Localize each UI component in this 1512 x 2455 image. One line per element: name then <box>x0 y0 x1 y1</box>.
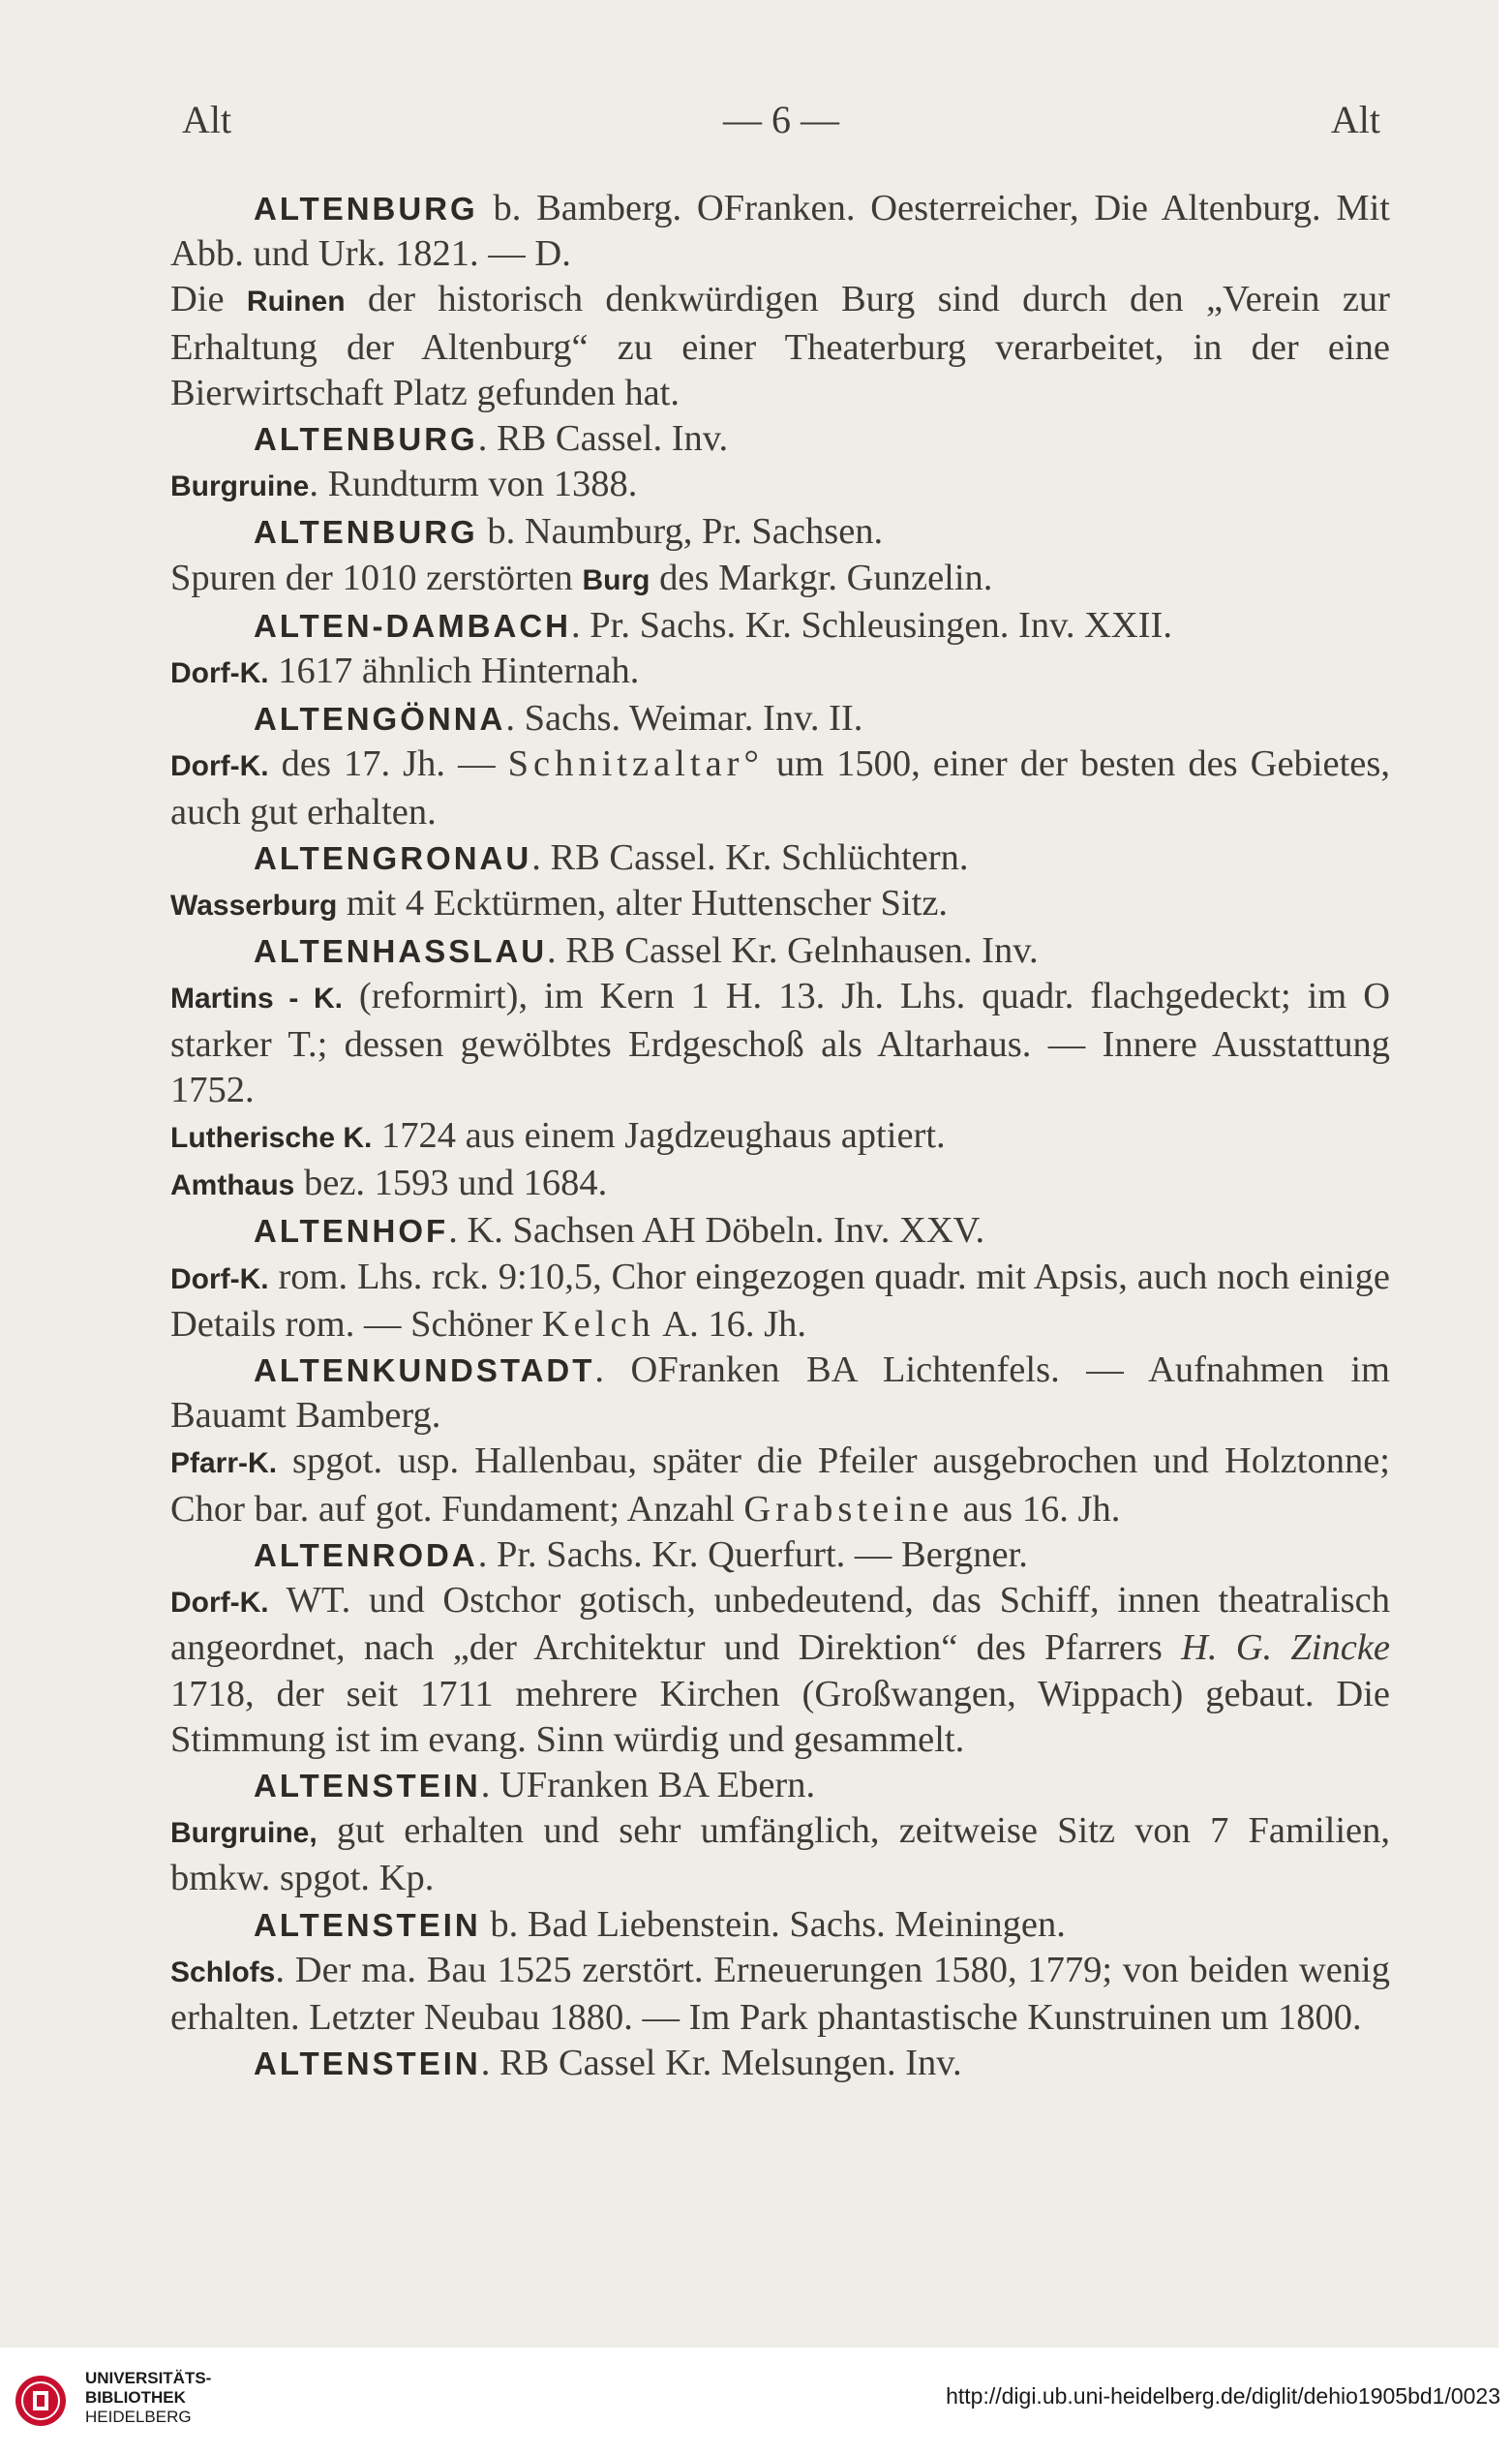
entry-lead-term: Dorf-K. <box>170 657 269 690</box>
running-header <box>182 97 1380 155</box>
entry-location: . Pr. Sachs. Kr. Querfurt. — Bergner. <box>477 1533 1028 1575</box>
entry-text: 1724 aus einem Jagdzeughaus aptiert. <box>372 1115 946 1157</box>
header-left-keyword: Alt <box>182 98 232 141</box>
entry-description <box>170 1578 1390 1763</box>
entry-text: 1718, der seit 1711 mehrere Kirchen (Großwangen, Wippach) gebaut. Die Stimmung ist im evang. Sinn würdig und gesammelt. <box>170 1673 1390 1760</box>
entry-lead-term: Wasserburg <box>170 890 338 923</box>
entry-text: . Der ma. Bau 1525 zerstört. Erneuerungen 1580, 1779; von beiden wenig erhalten. Letzter Neubau 1880. — Im Park phantastische Kunstruinen um 1800. <box>170 1949 1390 2038</box>
entry-location: b. Bad Liebenstein. Sachs. Meiningen. <box>480 1903 1066 1945</box>
gazetteer-entry <box>170 1902 1390 2042</box>
entry-description <box>170 462 1390 509</box>
entry-location: . RB Cassel Kr. Melsungen. Inv. <box>480 2043 962 2084</box>
entry-location: . Sachs. Weimar. Inv. II. <box>505 698 863 740</box>
spaced-term: Grabsteine <box>743 1488 954 1530</box>
entry-lead-term: Dorf-K. <box>170 1262 269 1295</box>
entry-lead-term: Burgruine, <box>170 1817 318 1850</box>
entry-location: . Pr. Sachs. Kr. Schleusingen. Inv. XXII. <box>571 604 1172 646</box>
entry-lead-term: Dorf-K. <box>170 1587 269 1620</box>
entry-text: des Markgr. Gunzelin. <box>650 557 993 598</box>
page-number: — 6 — <box>723 98 839 141</box>
entry-text: aus 16. Jh. <box>953 1488 1121 1530</box>
gazetteer-entry <box>170 509 1390 602</box>
entry-lead-term: Lutherische K. <box>170 1122 373 1155</box>
entry-text: bez. 1593 und 1684. <box>294 1163 608 1204</box>
university-seal-icon <box>14 2374 68 2428</box>
entry-lead-term: Pfarr-K. <box>170 1447 278 1480</box>
entry-lead-term: Burg <box>582 563 650 596</box>
gazetteer-entry <box>170 928 1390 1208</box>
entry-text: gut erhalten und sehr umfänglich, zeitweise Sitz von 7 Familien, bmkw. spgot. Kp. <box>170 1810 1390 1899</box>
logo-line-2: BIBLIOTHEK <box>85 2388 186 2407</box>
gazetteer-entry <box>170 603 1390 696</box>
gazetteer-entry <box>170 416 1390 509</box>
entry-text: der historisch denkwürdigen Burg sind durch den „Verein zur Erhaltung der Altenburg“ zu einer Theaterburg verarbeitet, in der eine Bierwirtschaft Platz gefunden hat. <box>170 279 1390 413</box>
entry-text: 1617 ähnlich Hinternah. <box>268 651 640 692</box>
entry-description <box>170 649 1390 696</box>
logo-line-3: HEIDELBERG <box>85 2408 192 2426</box>
entry-location: . RB Cassel Kr. Gelnhausen. Inv. <box>547 930 1039 972</box>
entry-heading: ALTENSTEIN <box>254 1906 481 1943</box>
entry-text: Die <box>170 279 247 320</box>
entry-description <box>170 742 1390 834</box>
entry-heading: ALTENKUNDSTADT <box>254 1352 595 1389</box>
entry-heading: ALTENSTEIN <box>254 2046 481 2082</box>
entry-location: b. Naumburg, Pr. Sachsen. <box>477 511 884 553</box>
entry-location: b. Bamberg. OFranken. Oesterreicher, Die Altenburg. Mit Abb. und Urk. 1821. — D. <box>170 188 1390 275</box>
spaced-term: Schnitzaltar° <box>507 743 764 785</box>
entry-description <box>170 1439 1390 1531</box>
italic-name: H. G. Zincke <box>1181 1627 1390 1669</box>
entry-text: um 1500, einer der besten des Gebietes, auch gut erhalten. <box>170 743 1391 833</box>
entry-heading: ALTENRODA <box>254 1536 478 1573</box>
entry-description <box>170 277 1390 416</box>
entry-location: . RB Cassel. Kr. Schlüchtern. <box>531 836 969 878</box>
entry-lead-term: Dorf-K. <box>170 750 269 783</box>
entry-location: . OFranken BA Lichtenfels. — Aufnahmen im Bauamt Bamberg. <box>170 1349 1390 1437</box>
entry-heading: ALTENBURG <box>254 191 478 227</box>
entry-heading: ALTENGÖNNA <box>254 701 506 738</box>
gazetteer-entry <box>170 696 1390 835</box>
entry-heading: ALTENGRONAU <box>254 839 532 876</box>
entry-description <box>170 1255 1390 1348</box>
entry-lead-term: Schlofs <box>170 1955 276 1988</box>
entry-location: . K. Sachsen AH Döbeln. Inv. XXV. <box>448 1210 985 1252</box>
entry-lead-term: Ruinen <box>246 286 346 318</box>
gazetteer-entry <box>170 2041 1390 2086</box>
page-content <box>170 186 1390 2086</box>
entry-location: . RB Cassel. Inv. <box>477 418 729 460</box>
source-url-link[interactable]: http://digi.ub.uni-heidelberg.de/diglit/dehio1905bd1/0023 <box>946 2383 1500 2409</box>
entry-text: des 17. Jh. — <box>268 743 508 785</box>
gazetteer-entry <box>170 1763 1390 1902</box>
entry-lead-term: Amthaus <box>170 1169 295 1202</box>
gazetteer-entry <box>170 186 1390 416</box>
entry-text: rom. Lhs. rck. 9:10,5, Chor eingezogen quadr. mit Apsis, auch noch einige Details rom. — Schöner <box>170 1256 1390 1345</box>
logo-line-1: UNIVERSITÄTS- <box>85 2369 212 2387</box>
entry-heading: ALTENHOF <box>254 1213 449 1250</box>
entry-description <box>170 556 1390 603</box>
gazetteer-entry <box>170 1532 1390 1763</box>
entry-description <box>170 1948 1390 2041</box>
entry-description <box>170 881 1390 928</box>
entry-lead-term: Burgruine <box>170 470 310 503</box>
entry-text: . Rundturm von 1388. <box>309 464 638 505</box>
entry-heading: ALTENBURG <box>254 514 478 551</box>
entry-text: mit 4 Ecktürmen, alter Huttenscher Sitz. <box>337 883 949 924</box>
gazetteer-entry <box>170 835 1390 928</box>
entry-text: WT. und Ostchor gotisch, unbedeutend, das Schiff, innen theatralisch angeordnet, nach „der Architektur und Direktion“ des Pfarrers <box>170 1580 1390 1669</box>
entry-text: spgot. usp. Hallenbau, später die Pfeiler ausgebrochen und Holztonne; Chor bar. auf got. Fundament; Anzahl <box>170 1440 1390 1530</box>
entry-text: (reformirt), im Kern 1 H. 13. Jh. Lhs. quadr. flachgedeckt; im O starker T.; dessen gewölbtes Erdgeschoß als Altarhaus. — Innere Ausstattung 1752. <box>170 976 1390 1110</box>
entry-heading: ALTENSTEIN <box>254 1767 481 1803</box>
entry-description <box>170 974 1390 1208</box>
entry-location: . UFranken BA Ebern. <box>480 1764 816 1805</box>
entry-text: A. 16. Jh. <box>654 1303 806 1345</box>
entry-heading: ALTENBURG <box>254 421 478 458</box>
entry-description <box>170 1808 1390 1901</box>
gazetteer-entry <box>170 1348 1390 1532</box>
entry-text: Spuren der 1010 zerstörten <box>170 557 583 598</box>
spaced-term: Kelch <box>541 1303 655 1345</box>
header-right-keyword: Alt <box>1330 98 1380 141</box>
library-logo-text <box>85 2369 211 2427</box>
gazetteer-entry <box>170 1208 1390 1348</box>
entry-heading: ALTEN-DAMBACH <box>254 607 572 644</box>
entry-heading: ALTENHASSLAU <box>254 933 548 970</box>
entry-lead-term: Martins - K. <box>170 983 343 1015</box>
